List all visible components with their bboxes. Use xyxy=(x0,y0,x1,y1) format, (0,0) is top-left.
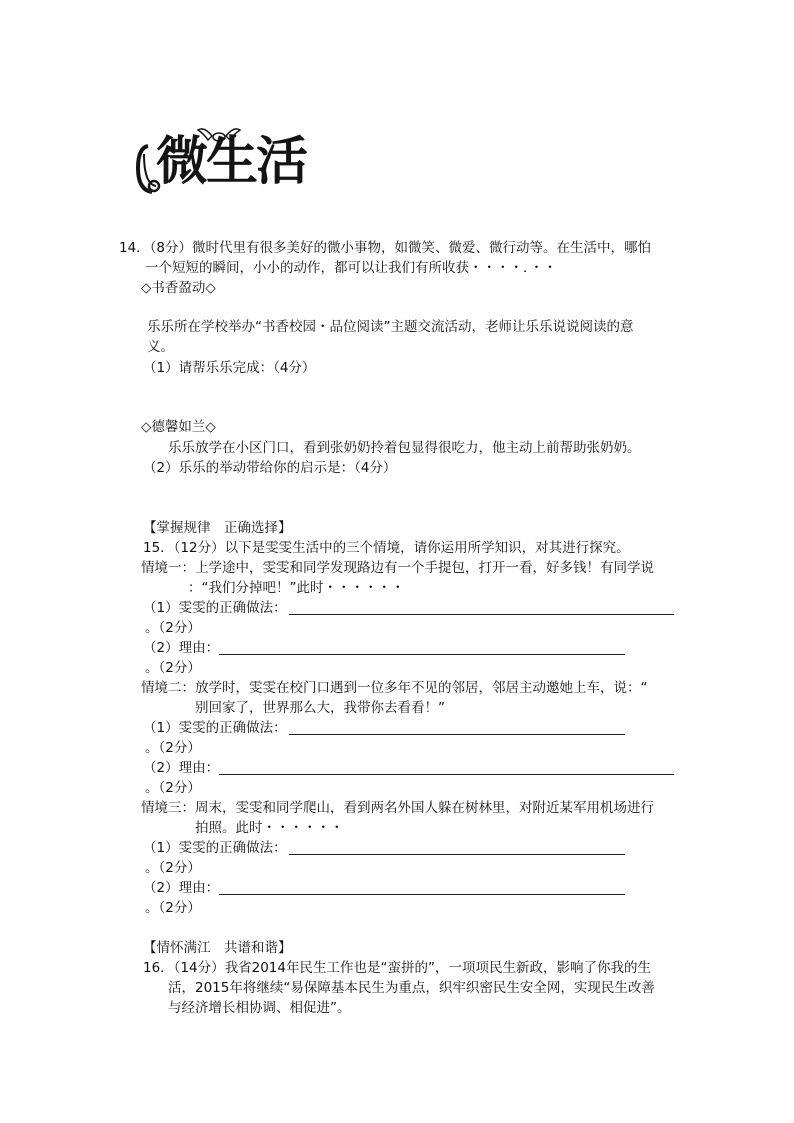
scenario2-answer2-line[interactable] xyxy=(219,774,674,775)
scenario3-answer2-line[interactable] xyxy=(219,894,625,895)
q14-head: 14．（8分）微时代里有很多美好的微小事物，如微笑、微爱、微行动等。在生活中，哪怕 xyxy=(119,240,652,256)
scenario2-answer1-line[interactable] xyxy=(289,734,625,735)
scenario1-points1: 。（2分） xyxy=(145,620,201,636)
q14-sub1: （1）请帮乐乐完成：（4分） xyxy=(143,360,316,376)
scenario1-answer1-line[interactable] xyxy=(289,614,674,615)
scenario1-points2: 。（2分） xyxy=(145,660,201,676)
section1-title: ◇书香盈动◇ xyxy=(141,280,216,296)
logo-wei-shenghuo xyxy=(134,124,344,200)
section2-para: 乐乐放学在小区门口，看到张奶奶拎着包显得很吃力，他主动上前帮助张奶奶。 xyxy=(168,440,641,456)
scenario1-line1: 情境一：上学途中，雯雯和同学发现路边有一个手提包，打开一看，好多钱！有同学说 xyxy=(141,560,654,576)
scenario2-points1: 。（2分） xyxy=(145,740,201,756)
q15-head: 15．（12分）以下是雯雯生活中的三个情境，请你运用所学知识，对其进行探究。 xyxy=(143,540,630,556)
scenario3-q2-label: （2）理由： xyxy=(143,880,220,896)
scenario1-line2: ：“我们分掉吧！”此时・・・・・・ xyxy=(188,580,405,596)
scenario1-q1-label: （1）雯雯的正确做法： xyxy=(143,600,287,616)
scenario3-answer1-line[interactable] xyxy=(289,854,625,855)
q16-line1: 16．（14分）我省2014年民生工作也是“蛮拼的”，一项项民生新政，影响了你我的生 xyxy=(143,960,651,976)
scenario2-points2: 。（2分） xyxy=(145,780,201,796)
q14-line2: 一个短短的瞬间，小小的动作，都可以让我们有所收获・・・・．・・ xyxy=(145,260,557,276)
scenario1-q2-label: （2）理由： xyxy=(143,640,220,656)
section1-para-line2: 义。 xyxy=(147,339,174,355)
q14-sub2: （2）乐乐的举动带给你的启示是：（4分） xyxy=(143,460,397,476)
q16-line2: 活，2015年将继续“易保障基本民生为重点，织牢织密民生安全网，实现民生改善 xyxy=(168,980,655,996)
scenario2-line2: 别回家了，世界那么大，我带你去看看！” xyxy=(195,700,445,716)
scenario3-points2: 。（2分） xyxy=(145,900,201,916)
scenario2-line1: 情境二：放学时，雯雯在校门口遇到一位多年不见的邻居，邻居主动邀她上车，说：“ xyxy=(141,680,648,696)
scenario3-q1-label: （1）雯雯的正确做法： xyxy=(143,840,287,856)
section1-para-line1: 乐乐所在学校举办“书香校园・品位阅读”主题交流活动，老师让乐乐说说阅读的意 xyxy=(147,319,634,335)
scenario2-q1-label: （1）雯雯的正确做法： xyxy=(143,720,287,736)
scenario3-line1: 情境三：周末，雯雯和同学爬山，看到两名外国人躲在树林里，对附近某军用机场进行 xyxy=(141,800,654,816)
logo-text: 微生活 xyxy=(156,132,307,192)
section-heading-harmony: 【情怀满江 共谱和谐】 xyxy=(143,940,292,956)
section-heading-rules: 【掌握规律 正确选择】 xyxy=(143,520,292,536)
section2-title: ◇德馨如兰◇ xyxy=(141,419,216,435)
scenario3-line2: 拍照。此时・・・・・・ xyxy=(195,820,344,836)
scenario3-points1: 。（2分） xyxy=(145,860,201,876)
scenario1-answer2-line[interactable] xyxy=(219,654,625,655)
scenario2-q2-label: （2）理由： xyxy=(143,760,220,776)
q16-line3: 与经济增长相协调、相促进”。 xyxy=(168,1000,351,1016)
